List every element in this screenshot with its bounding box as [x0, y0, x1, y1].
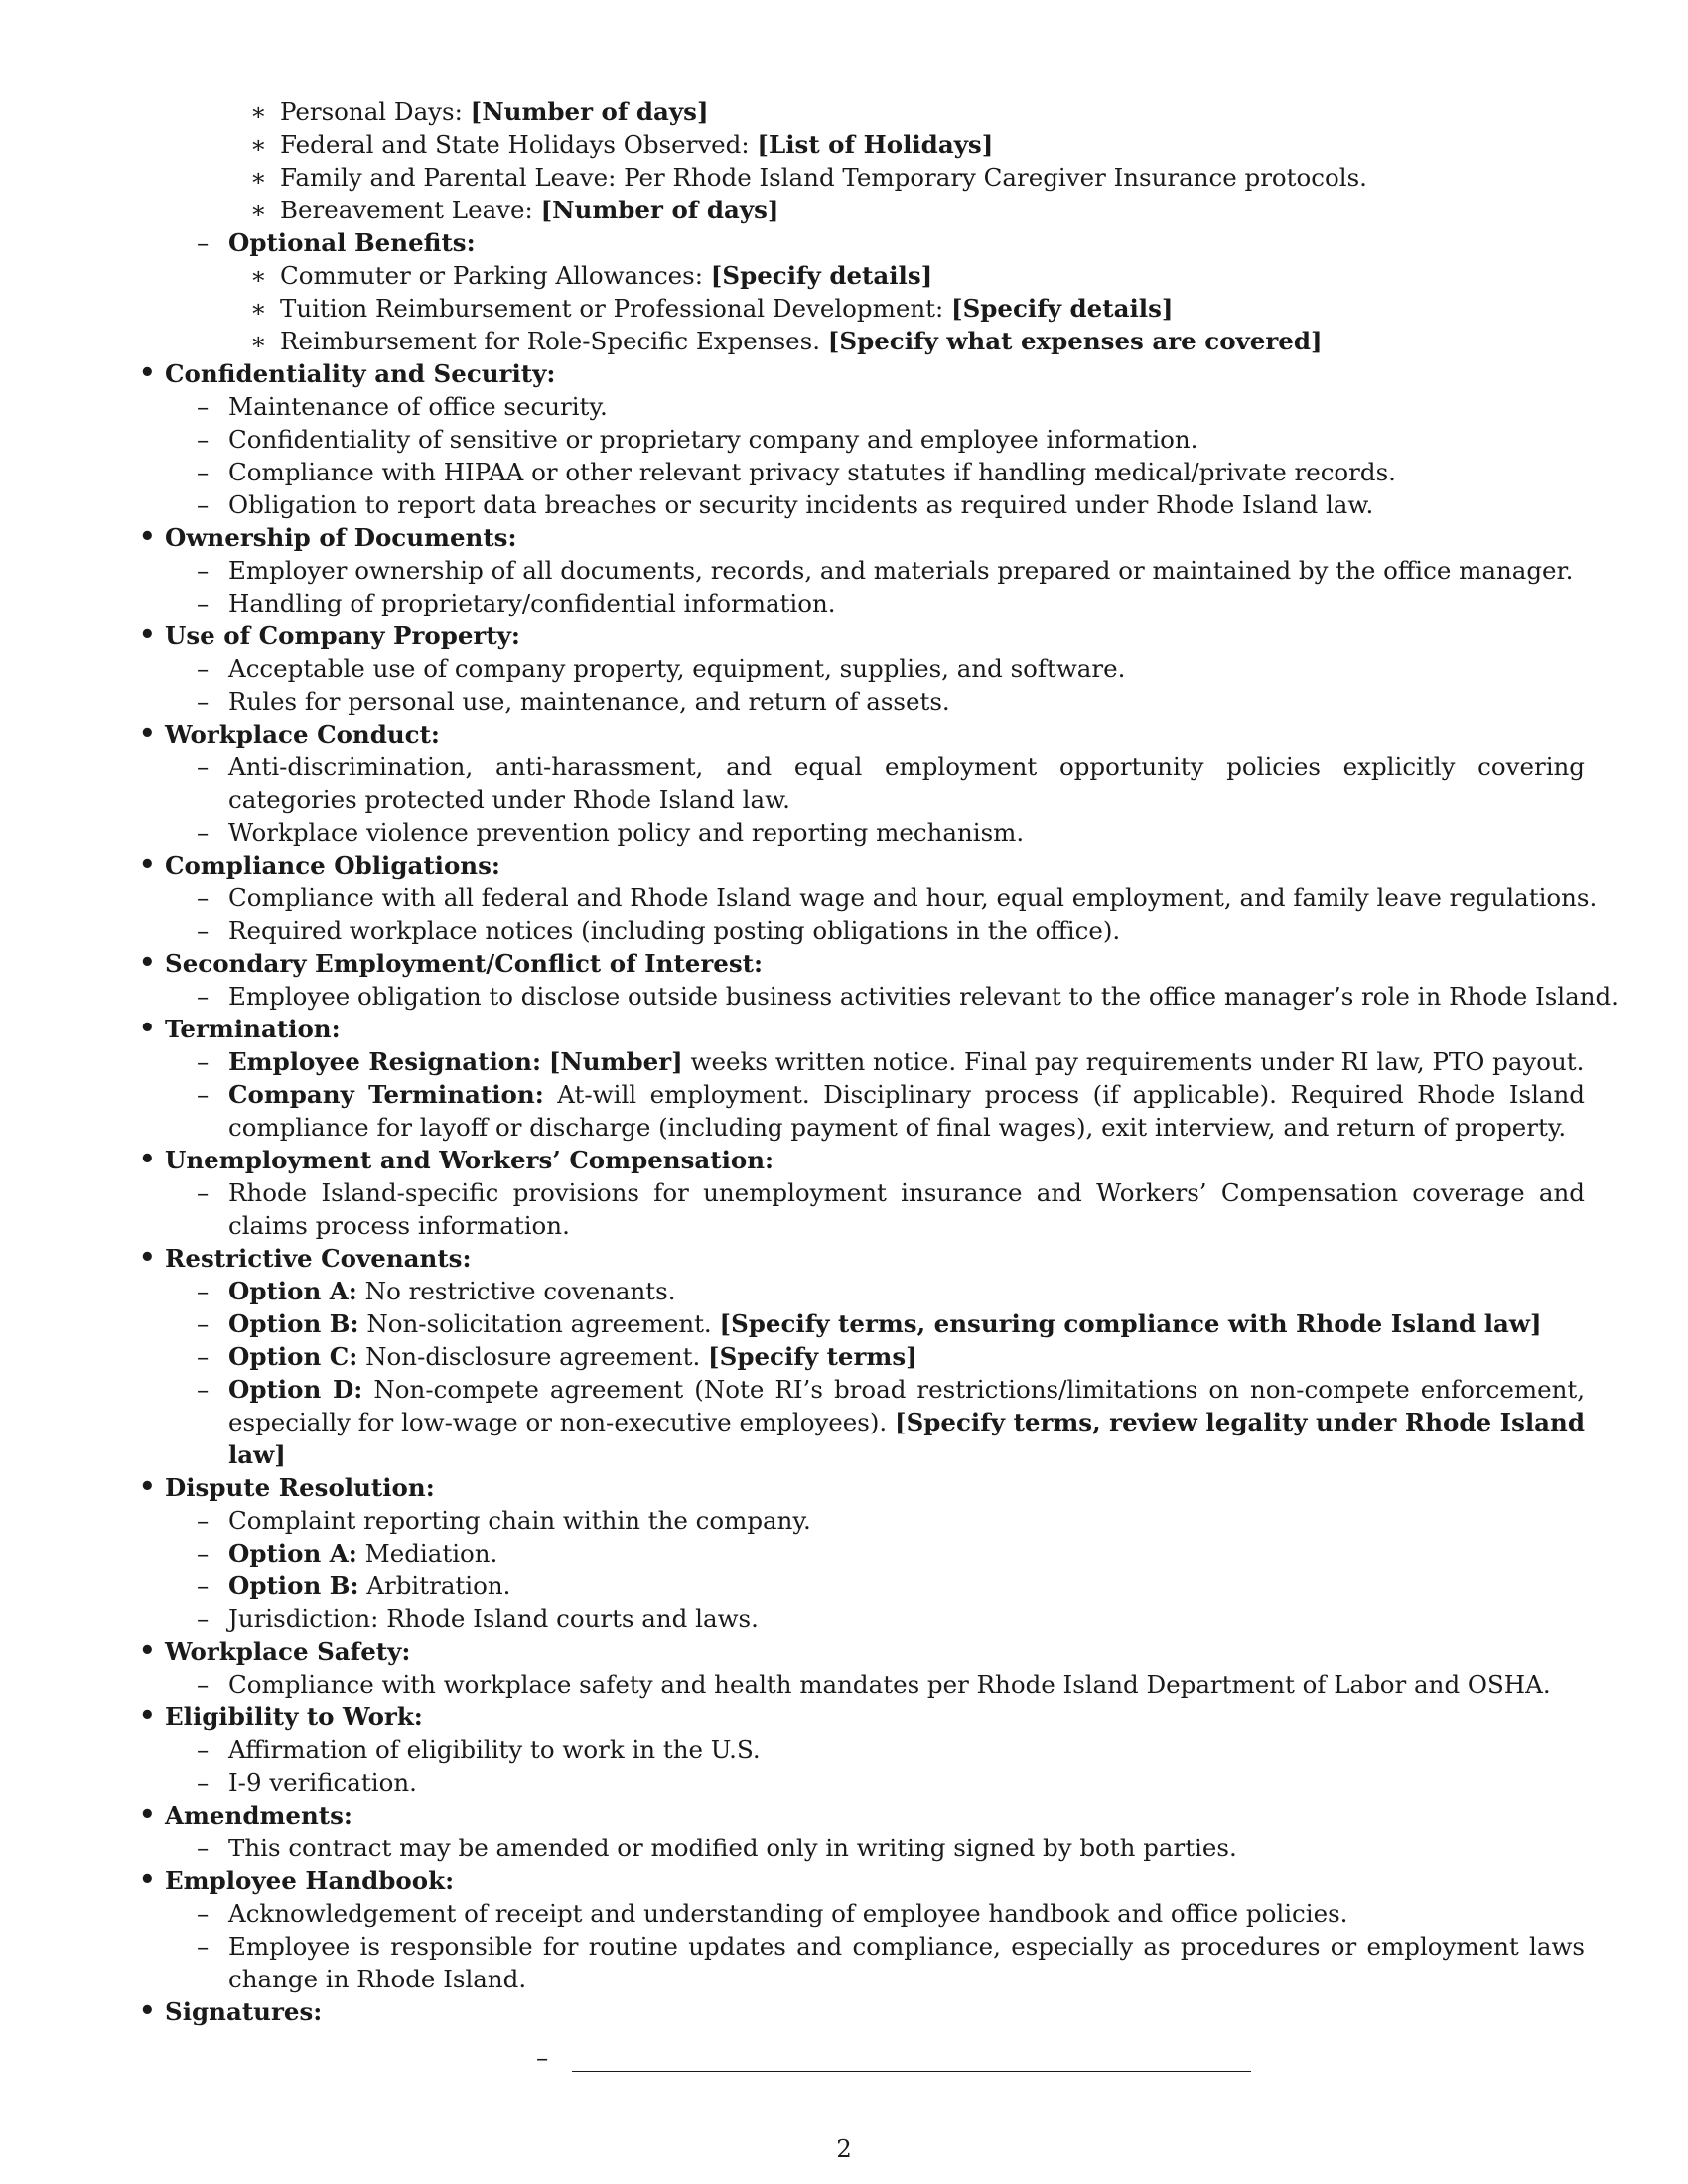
list-item: ∗ Reimbursement for Role-Specific Expenses. [Specify what expenses are covered] — [250, 327, 1323, 355]
section-heading: • Workplace Conduct: — [139, 719, 440, 749]
dash-marker: – — [197, 916, 210, 945]
dash-marker: – — [197, 982, 210, 1011]
placeholder: [Number of days] — [540, 196, 779, 224]
section-heading: • Restrictive Covenants: — [139, 1243, 472, 1273]
list-item: ∗ Tuition Reimbursement or Professional Development: [Specify details] — [250, 294, 1174, 323]
dash-marker: – — [197, 1178, 210, 1207]
section-heading: • Use of Company Property: — [139, 620, 520, 650]
dash-marker: – — [197, 1932, 210, 1961]
list-item: – Option B: Arbitration. — [197, 1571, 511, 1600]
list-item: – Option A: Mediation. — [197, 1539, 498, 1568]
placeholder: [Specify details] — [710, 261, 933, 290]
placeholder: [List of Holidays] — [757, 130, 994, 159]
placeholder: [Specify terms, ensuring compliance with Rhode Island law] — [719, 1309, 1542, 1338]
bullet-marker: • — [139, 1636, 156, 1666]
bullet-marker: • — [139, 522, 156, 552]
dash-marker: – — [197, 884, 210, 912]
list-item: – Workplace violence prevention policy and reporting mechanism. — [197, 818, 1025, 847]
list-item: – Employee Resignation: [Number] weeks written notice. Final pay requirements under RI law, PTO payout. — [197, 1047, 1585, 1076]
dash-marker: – — [197, 490, 210, 519]
list-item: – Option C: Non-disclosure agreement. [Specify terms] — [197, 1342, 917, 1371]
bullet-marker: • — [139, 1800, 156, 1830]
dash-marker: – — [197, 458, 210, 486]
list-item: – Rhode Island-specific provisions for unemployment insurance and Workers’ Compensation coverage and claims process information. — [197, 1178, 1585, 1240]
document-body — [139, 95, 1618, 2028]
dash-marker: – — [197, 687, 210, 716]
list-item: – Employer ownership of all documents, records, and materials prepared or maintained by the office manager. — [197, 556, 1574, 585]
section-heading: • Amendments: — [139, 1800, 352, 1830]
star-marker: ∗ — [250, 130, 267, 159]
section-heading: • Secondary Employment/Conflict of Interest: — [139, 948, 764, 978]
list-item: – Complaint reporting chain within the company. — [197, 1506, 811, 1535]
star-marker: ∗ — [250, 261, 267, 290]
dash-marker: – — [197, 1670, 210, 1699]
dash-marker: – — [197, 1899, 210, 1928]
bullet-marker: • — [139, 1865, 156, 1895]
dash-marker: – — [197, 1342, 210, 1371]
dash-marker: – — [197, 1571, 210, 1600]
placeholder: [Specify what expenses are covered] — [827, 327, 1323, 355]
dash-marker: – — [197, 1768, 210, 1797]
section-heading: • Employee Handbook: — [139, 1865, 455, 1895]
star-marker: ∗ — [250, 196, 267, 224]
dash-marker: – — [197, 392, 210, 421]
dash-marker: – — [197, 556, 210, 585]
dash-marker: – — [197, 425, 210, 454]
list-item: – Rules for personal use, maintenance, and return of assets. — [197, 687, 950, 716]
section-heading: • Confidentiality and Security: — [139, 358, 556, 388]
bullet-marker: • — [139, 850, 156, 880]
dash-marker: – — [197, 1309, 210, 1338]
list-item: – Employee obligation to disclose outside business activities relevant to the office manager’s role in Rhode Island. — [197, 982, 1618, 1011]
signature-rule — [572, 2071, 1251, 2072]
list-item: – Compliance with workplace safety and health mandates per Rhode Island Department of Labor and OSHA. — [197, 1670, 1551, 1699]
list-item: – Option B: Non-solicitation agreement. [Specify terms, ensuring compliance with Rhode Island law] — [197, 1309, 1542, 1338]
star-marker: ∗ — [250, 163, 267, 192]
list-item: ∗ Personal Days: [Number of days] — [250, 97, 709, 126]
dash-marker: – — [197, 654, 210, 683]
dash-marker: – — [197, 1604, 210, 1633]
list-item: ∗ Family and Parental Leave: Per Rhode Island Temporary Caregiver Insurance protocols. — [250, 163, 1367, 192]
list-item: – Jurisdiction: Rhode Island courts and laws. — [197, 1604, 759, 1633]
bullet-marker: • — [139, 358, 156, 388]
list-item: – Acceptable use of company property, equipment, supplies, and software. — [197, 654, 1126, 683]
list-item: – Handling of proprietary/confidential information. — [197, 589, 836, 617]
placeholder: [Number] — [548, 1047, 683, 1076]
section-heading: • Compliance Obligations: — [139, 850, 500, 880]
bullet-marker: • — [139, 719, 156, 749]
dash-marker: – — [197, 752, 210, 781]
placeholder: [Specify details] — [951, 294, 1174, 323]
bullet-marker: • — [139, 1996, 156, 2026]
list-item: ∗ Bereavement Leave: [Number of days] — [250, 196, 779, 224]
dash-marker: – — [197, 228, 210, 257]
list-item: – Employee is responsible for routine updates and compliance, especially as procedures or employment laws change in Rhode Island. — [197, 1932, 1585, 1993]
list-item: ∗ Commuter or Parking Allowances: [Specify details] — [250, 261, 933, 290]
placeholder: [Specify terms, review legality under Rhode Island law] — [228, 1408, 1585, 1469]
placeholder: [Number of days] — [470, 97, 709, 126]
dash-marker: – — [197, 1080, 210, 1109]
dash-marker: – — [536, 2043, 549, 2072]
list-item: – Affirmation of eligibility to work in the U.S. — [197, 1735, 761, 1764]
bullet-marker: • — [139, 948, 156, 978]
list-item: – Required workplace notices (including posting obligations in the office). — [197, 916, 1121, 945]
section-heading: • Ownership of Documents: — [139, 522, 517, 552]
page-number: 2 — [836, 2134, 852, 2163]
list-item: – Maintenance of office security. — [197, 392, 608, 421]
star-marker: ∗ — [250, 97, 267, 126]
list-item: – Confidentiality of sensitive or proprietary company and employee information. — [197, 425, 1198, 454]
list-item: – Acknowledgement of receipt and understanding of employee handbook and office policies. — [197, 1899, 1348, 1928]
list-item: – Compliance with all federal and Rhode Island wage and hour, equal employment, and family leave regulations. — [197, 884, 1598, 912]
star-marker: ∗ — [250, 327, 267, 355]
bullet-marker: • — [139, 1243, 156, 1273]
bullet-marker: • — [139, 1014, 156, 1043]
list-item: – Option D: Non-compete agreement (Note RI’s broad restrictions/limitations on non-compete enforcement, especially for low-wage or non-executive employees). [Specify terms, review legality under Rhode Island law] — [197, 1375, 1585, 1469]
section-heading: • Eligibility to Work: — [139, 1702, 423, 1731]
dash-marker: – — [197, 1539, 210, 1568]
section-heading: • Unemployment and Workers’ Compensation: — [139, 1145, 774, 1174]
list-item: – I-9 verification. — [197, 1768, 417, 1797]
signature-line — [536, 2043, 1251, 2077]
list-item: – Anti-discrimination, anti-harassment, and equal employment opportunity policies explicitly covering categories protected under Rhode Island law. — [197, 752, 1585, 814]
section-heading: • Termination: — [139, 1014, 341, 1043]
dash-marker: – — [197, 1277, 210, 1305]
dash-marker: – — [197, 1047, 210, 1076]
section-heading: • Signatures: — [139, 1996, 323, 2026]
list-item: – Company Termination: At-will employment. Disciplinary process (if applicable). Required Rhode Island compliance for layoff or discharge (including payment of final wages), exit interview, and return of property. — [197, 1080, 1585, 1142]
list-item: – Compliance with HIPAA or other relevant privacy statutes if handling medical/private records. — [197, 458, 1396, 486]
dash-marker: – — [197, 1834, 210, 1862]
section-heading: • Workplace Safety: — [139, 1636, 411, 1666]
dash-marker: – — [197, 1375, 210, 1404]
list-item: ∗ Federal and State Holidays Observed: [List of Holidays] — [250, 130, 994, 159]
bullet-marker: • — [139, 1145, 156, 1174]
dash-marker: – — [197, 818, 210, 847]
subsection-heading: – Optional Benefits: — [197, 228, 476, 257]
list-item: – This contract may be amended or modified only in writing signed by both parties. — [197, 1834, 1237, 1862]
bullet-marker: • — [139, 1472, 156, 1502]
star-marker: ∗ — [250, 294, 267, 323]
bullet-marker: • — [139, 1702, 156, 1731]
dash-marker: – — [197, 1506, 210, 1535]
dash-marker: – — [197, 589, 210, 617]
list-item: – Obligation to report data breaches or security incidents as required under Rhode Island law. — [197, 490, 1374, 519]
list-item: – Option A: No restrictive covenants. — [197, 1277, 676, 1305]
section-heading: • Dispute Resolution: — [139, 1472, 435, 1502]
placeholder: [Specify terms] — [708, 1342, 917, 1371]
bullet-marker: • — [139, 620, 156, 650]
dash-marker: – — [197, 1735, 210, 1764]
